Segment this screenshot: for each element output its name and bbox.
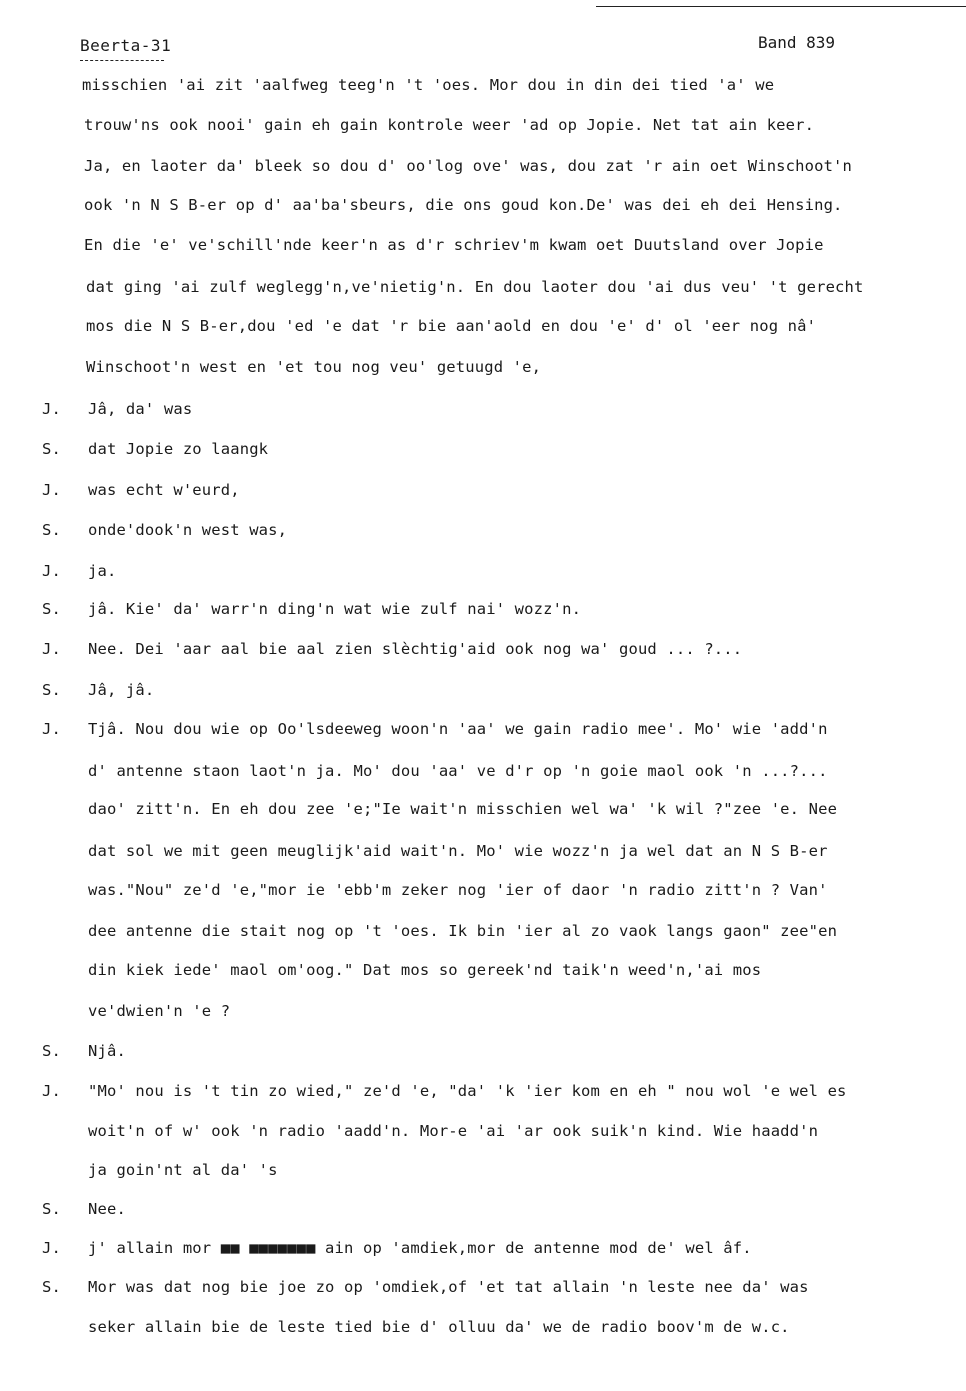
line-text: onde'dook'n west was, — [88, 521, 288, 539]
line-text: Nee. — [88, 1200, 126, 1218]
line-text: mos die N S B-er,dou 'ed 'e dat 'r bie aan'aold en dou 'e' d' ol 'eer nog nâ' — [86, 317, 817, 335]
line-text: ja. — [88, 562, 117, 580]
line-text: dat sol we mit geen meuglijk'aid wait'n. Mo' wie wozz'n ja wel dat an N S B-er — [88, 842, 828, 860]
line-text: dat ging 'ai zulf weglegg'n,ve'nietig'n. En dou laoter dou 'ai dus veu' 't gerecht — [86, 278, 864, 296]
speaker-label: J. — [42, 562, 61, 580]
speaker-label: S. — [42, 1042, 61, 1060]
line-text: Mor was dat nog bie joe zo op 'omdiek,of 'et tat allain 'n leste nee da' was — [88, 1278, 809, 1296]
document-id-underline — [80, 60, 164, 61]
line-text: Tjâ. Nou dou wie op Oo'lsdeeweg woon'n 'aa' we gain radio mee'. Mo' wie 'add'n — [88, 720, 828, 738]
speaker-label: S. — [42, 1278, 61, 1296]
line-text: trouw'ns ook nooi' gain eh gain kontrole weer 'ad op Jopie. Net tat ain keer. — [84, 116, 815, 134]
speaker-label: S. — [42, 440, 61, 458]
speaker-label: J. — [42, 640, 61, 658]
speaker-label: J. — [42, 1082, 61, 1100]
line-text: "Mo' nou is 't tin zo wied," ze'd 'e, "da' 'k 'ier kom en eh " nou wol 'e wel es — [88, 1082, 847, 1100]
line-text: dee antenne die stait nog op 't 'oes. Ik bin 'ier al zo vaok langs gaon" zee"en — [88, 922, 838, 940]
line-text: Winschoot'n west en 'et tou nog veu' getuugd 'e, — [86, 358, 542, 376]
speaker-label: J. — [42, 481, 61, 499]
line-text: Nee. Dei 'aar aal bie aal zien slèchtig'aid ook nog wa' goud ... ?... — [88, 640, 743, 658]
speaker-label: J. — [42, 720, 61, 738]
line-text: dat Jopie zo laangk — [88, 440, 269, 458]
speaker-label: S. — [42, 521, 61, 539]
line-text: was."Nou" ze'd 'e,"mor ie 'ebb'm zeker nog 'ier of daor 'n radio zitt'n ? Van' — [88, 881, 828, 899]
line-text: En die 'e' ve'schill'nde keer'n as d'r schriev'm kwam oet Duutsland over Jopie — [84, 236, 824, 254]
speaker-label: S. — [42, 600, 61, 618]
speaker-label: J. — [42, 1239, 61, 1257]
line-text: ja goin'nt al da' 's — [88, 1161, 278, 1179]
line-text: seker allain bie de leste tied bie d' olluu da' we de radio boov'm de w.c. — [88, 1318, 790, 1336]
line-text: woit'n of w' ook 'n radio 'aadd'n. Mor-e 'ai 'ar ook suik'n kind. Wie haadd'n — [88, 1122, 819, 1140]
line-text: jâ. Kie' da' warr'n ding'n wat wie zulf nai' wozz'n. — [88, 600, 582, 618]
top-rule — [596, 6, 966, 7]
line-text: misschien 'ai zit 'aalfweg teeg'n 't 'oes. Mor dou in din dei tied 'a' we — [82, 76, 775, 94]
line-text: Jâ, jâ. — [88, 681, 155, 699]
line-text: din kiek iede' maol om'oog." Dat mos so gereek'nd taik'n weed'n,'ai mos — [88, 961, 762, 979]
speaker-label: J. — [42, 400, 61, 418]
line-text: j' allain mor ■■ ■■■■■■■ ain op 'amdiek,mor de antenne mod de' wel âf. — [88, 1239, 752, 1257]
tape-number: Band 839 — [758, 33, 836, 52]
speaker-label: S. — [42, 681, 61, 699]
line-text: Jâ, da' was — [88, 400, 193, 418]
line-text: ve'dwien'n 'e ? — [88, 1002, 231, 1020]
line-text: Njâ. — [88, 1042, 126, 1060]
line-text: was echt w'eurd, — [88, 481, 240, 499]
line-text: dao' zitt'n. En eh dou zee 'e;"Ie wait'n misschien wel wa' 'k wil ?"zee 'e. Nee — [88, 800, 838, 818]
line-text: Ja, en laoter da' bleek so dou d' oo'log ove' was, dou zat 'r ain oet Winschoot'n — [84, 157, 853, 175]
line-text: d' antenne staon laot'n ja. Mo' dou 'aa' ve d'r op 'n goie maol ook 'n ...?... — [88, 762, 828, 780]
document-id: Beerta-31 — [80, 36, 172, 55]
line-text: ook 'n N S B-er op d' aa'ba'sbeurs, die ons goud kon.De' was dei eh dei Hensing. — [84, 196, 843, 214]
speaker-label: S. — [42, 1200, 61, 1218]
